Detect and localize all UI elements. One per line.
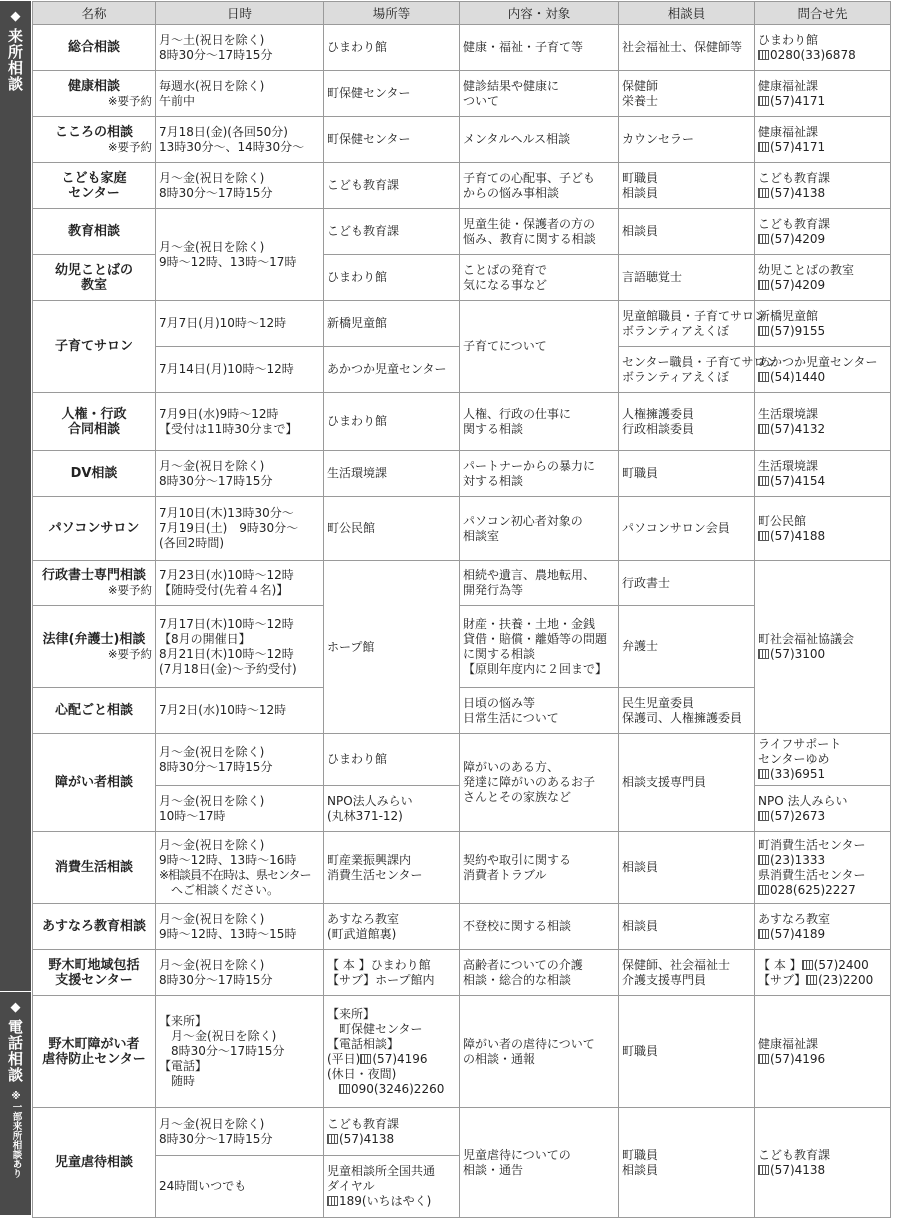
table-row <box>33 904 891 950</box>
phone-icon <box>758 1054 769 1064</box>
row-contact: 生活環境課 (57)4132 <box>755 393 891 451</box>
row-staff: 民生児童委員 保護司、人権擁護委員 <box>619 688 755 734</box>
row-staff: 保健師 栄養士 <box>619 71 755 117</box>
phone-consultation-note: ※一部来所相談あり <box>10 1091 22 1178</box>
row-contact: こども教育課 (57)4138 <box>755 163 891 209</box>
row-contact: ひまわり館 0280(33)6878 <box>755 25 891 71</box>
row-time: 7月10日(木)13時30分～ 7月19日(土) 9時30分～ (各回2時間) <box>156 497 324 561</box>
row-content: パソコン初心者対象の 相談室 <box>460 497 619 561</box>
table-row <box>33 25 891 71</box>
row-time: 24時間いつでも <box>156 1156 324 1218</box>
row-time: 月～金(祝日を除く) 9時～12時、13時～15時 <box>156 904 324 950</box>
visit-consultation-label: 来所相談 <box>6 28 24 92</box>
row-contact: NPO 法人みらい (57)2673 <box>755 786 891 832</box>
phone-icon <box>758 424 769 434</box>
row-place: 児童相談所全国共通 ダイヤル 189(いちはやく) <box>324 1156 460 1218</box>
table-header-row <box>33 2 891 25</box>
row-content: 子育てについて <box>460 301 619 393</box>
row-contact: 町消費生活センター (23)1333 県消費生活センター 028(625)2227 <box>755 832 891 904</box>
visit-consultation-sidebar <box>0 1 31 991</box>
row-content: 障がい者の虐待について の相談・通報 <box>460 996 619 1108</box>
table-row <box>33 497 891 561</box>
row-contact: 健康福祉課 (57)4171 <box>755 117 891 163</box>
row-time: 月～金(祝日を除く) 8時30分～17時15分 <box>156 163 324 209</box>
row-staff: 児童館職員・子育てサロン ボランティアえくぼ <box>619 301 755 347</box>
phone-icon <box>758 885 769 895</box>
row-time: 7月23日(水)10時～12時 【随時受付(先着４名)】 <box>156 561 324 606</box>
row-staff: 人権擁護委員 行政相談委員 <box>619 393 755 451</box>
row-time: 月～土(祝日を除く) 8時30分～17時15分 <box>156 25 324 71</box>
phone-icon <box>758 50 769 60</box>
row-place: 町産業振興課内 消費生活センター <box>324 832 460 904</box>
row-name: あすなろ教育相談 <box>33 904 156 950</box>
row-name: 野木町障がい者 虐待防止センター <box>33 996 156 1108</box>
phone-icon <box>758 649 769 659</box>
row-contact: こども教育課 (57)4138 <box>755 1108 891 1218</box>
table-row <box>33 1108 891 1156</box>
row-content: 財産・扶養・土地・金銭 貸借・賠償・離婚等の問題 に関する相談 【原則年度内に２回まで】 <box>460 606 619 688</box>
row-contact: あかつか児童センター (54)1440 <box>755 347 891 393</box>
row-time: 月～金(祝日を除く) 9時～12時、13時～16時 ※相談員不在時は、県センター へご相談ください。 <box>156 832 324 904</box>
row-place: こども教育課 (57)4138 <box>324 1108 460 1156</box>
row-name: 法律(弁護士)相談 ※要予約 <box>33 606 156 688</box>
row-time: 7月18日(金)(各回50分) 13時30分～、14時30分～ <box>156 117 324 163</box>
row-staff: 町職員 <box>619 996 755 1108</box>
row-content: 児童生徒・保護者の方の 悩み、教育に関する相談 <box>460 209 619 255</box>
row-place: ひまわり館 <box>324 25 460 71</box>
table-row <box>33 950 891 996</box>
row-name: 人権・行政 合同相談 <box>33 393 156 451</box>
row-time: 月～金(祝日を除く) 8時30分～17時15分 <box>156 1108 324 1156</box>
row-staff: 相談支援専門員 <box>619 734 755 832</box>
table-row <box>33 71 891 117</box>
row-place: 町保健センター <box>324 71 460 117</box>
row-name: 障がい者相談 <box>33 734 156 832</box>
row-staff: パソコンサロン会員 <box>619 497 755 561</box>
row-content: 健康・福祉・子育て等 <box>460 25 619 71</box>
row-contact: 生活環境課 (57)4154 <box>755 451 891 497</box>
header-contact: 問合せ先 <box>755 2 891 25</box>
phone-icon <box>758 929 769 939</box>
phone-icon <box>339 1084 350 1094</box>
header-content: 内容・対象 <box>460 2 619 25</box>
row-staff: 町職員 相談員 <box>619 1108 755 1218</box>
table-row <box>33 451 891 497</box>
row-time: 7月14日(月)10時～12時 <box>156 347 324 393</box>
row-time: 7月2日(水)10時～12時 <box>156 688 324 734</box>
table-row <box>33 163 891 209</box>
phone-icon <box>802 960 813 970</box>
row-staff: カウンセラー <box>619 117 755 163</box>
row-time: 7月17日(木)10時～12時 【8月の開催日】 8月21日(木)10時～12時 (7月18日(金)～予約受付) <box>156 606 324 688</box>
phone-icon <box>758 188 769 198</box>
table-row <box>33 393 891 451</box>
row-content: 高齢者についての介護 相談・総合的な相談 <box>460 950 619 996</box>
row-name: 行政書士専門相談 ※要予約 <box>33 561 156 606</box>
row-place: 【来所】 町保健センター 【電話相談】 (平日) (57)4196 (休日・夜間) 090(3246)2260 <box>324 996 460 1108</box>
phone-icon <box>758 234 769 244</box>
row-staff: センター職員・子育てサロン ボランティアえくぼ <box>619 347 755 393</box>
row-staff: 言語聴覚士 <box>619 255 755 301</box>
row-staff: 相談員 <box>619 209 755 255</box>
row-staff: 町職員 相談員 <box>619 163 755 209</box>
row-time: 7月7日(月)10時～12時 <box>156 301 324 347</box>
row-place: こども教育課 <box>324 209 460 255</box>
row-name: こども家庭 センター <box>33 163 156 209</box>
row-time: 月～金(祝日を除く) 9時～12時、13時～17時 <box>156 209 324 301</box>
row-content: 人権、行政の仕事に 関する相談 <box>460 393 619 451</box>
row-content: パートナーからの暴力に 対する相談 <box>460 451 619 497</box>
row-content: 日頃の悩み等 日常生活について <box>460 688 619 734</box>
phone-icon <box>758 769 769 779</box>
row-content: 児童虐待についての 相談・通告 <box>460 1108 619 1218</box>
row-name: 健康相談 ※要予約 <box>33 71 156 117</box>
row-staff: 弁護士 <box>619 606 755 688</box>
row-content: 健診結果や健康に ついて <box>460 71 619 117</box>
row-content: 障がいのある方、 発達に障がいのあるお子 さんとその家族など <box>460 734 619 832</box>
row-time: 月～金(祝日を除く) 8時30分～17時15分 <box>156 734 324 786</box>
row-contact: 【 本 】 (57)2400 【サブ】 (23)2200 <box>755 950 891 996</box>
table-row <box>33 301 891 347</box>
table-row <box>33 734 891 786</box>
phone-consultation-label: 電話相談 <box>6 1019 24 1083</box>
phone-icon <box>327 1196 338 1206</box>
row-time: 月～金(祝日を除く) 10時～17時 <box>156 786 324 832</box>
row-contact: こども教育課 (57)4209 <box>755 209 891 255</box>
phone-icon <box>758 476 769 486</box>
row-place: ホープ館 <box>324 561 460 734</box>
row-name: 消費生活相談 <box>33 832 156 904</box>
row-name: パソコンサロン <box>33 497 156 561</box>
row-place: 新橋児童館 <box>324 301 460 347</box>
row-name: 総合相談 <box>33 25 156 71</box>
phone-icon <box>758 96 769 106</box>
row-contact: 幼児ことばの教室 (57)4209 <box>755 255 891 301</box>
row-staff: 保健師、社会福祉士 介護支援専門員 <box>619 950 755 996</box>
header-staff: 相談員 <box>619 2 755 25</box>
table-row <box>33 209 891 255</box>
row-place: 生活環境課 <box>324 451 460 497</box>
row-contact: 健康福祉課 (57)4196 <box>755 996 891 1108</box>
row-name: 子育てサロン <box>33 301 156 393</box>
row-place: こども教育課 <box>324 163 460 209</box>
row-time: 毎週水(祝日を除く) 午前中 <box>156 71 324 117</box>
phone-icon <box>758 811 769 821</box>
row-name: 心配ごと相談 <box>33 688 156 734</box>
row-name: 児童虐待相談 <box>33 1108 156 1218</box>
phone-icon <box>758 280 769 290</box>
phone-icon <box>758 1165 769 1175</box>
row-place: NPO法人みらい (丸林371-12) <box>324 786 460 832</box>
row-staff: 相談員 <box>619 904 755 950</box>
diamond-icon: ◆ <box>10 9 21 24</box>
row-place: 町保健センター <box>324 117 460 163</box>
row-staff: 行政書士 <box>619 561 755 606</box>
row-name: DV相談 <box>33 451 156 497</box>
row-name: 野木町地域包括 支援センター <box>33 950 156 996</box>
table-row <box>33 561 891 606</box>
phone-icon <box>758 855 769 865</box>
row-content: 相続や遺言、農地転用、 開発行為等 <box>460 561 619 606</box>
row-time: 月～金(祝日を除く) 8時30分～17時15分 <box>156 950 324 996</box>
row-place: ひまわり館 <box>324 393 460 451</box>
row-contact: あすなろ教室 (57)4189 <box>755 904 891 950</box>
row-content: ことばの発育で 気になる事など <box>460 255 619 301</box>
row-place: 【 本 】ひまわり館 【サブ】ホープ館内 <box>324 950 460 996</box>
row-time: 月～金(祝日を除く) 8時30分～17時15分 <box>156 451 324 497</box>
phone-icon <box>806 975 817 985</box>
table-row <box>33 832 891 904</box>
row-content: メンタルヘルス相談 <box>460 117 619 163</box>
row-contact: 新橋児童館 (57)9155 <box>755 301 891 347</box>
row-content: 不登校に関する相談 <box>460 904 619 950</box>
header-name: 名称 <box>33 2 156 25</box>
row-name: 教育相談 <box>33 209 156 255</box>
row-place: ひまわり館 <box>324 255 460 301</box>
phone-icon <box>758 326 769 336</box>
phone-icon <box>758 531 769 541</box>
row-staff: 社会福祉士、保健師等 <box>619 25 755 71</box>
row-contact: 町社会福祉協議会 (57)3100 <box>755 561 891 734</box>
row-place: 町公民館 <box>324 497 460 561</box>
row-place: あかつか児童センター <box>324 347 460 393</box>
row-contact: 健康福祉課 (57)4171 <box>755 71 891 117</box>
row-name: 幼児ことばの 教室 <box>33 255 156 301</box>
consultation-table <box>32 1 891 1218</box>
phone-icon <box>758 372 769 382</box>
phone-consultation-sidebar <box>0 992 31 1215</box>
row-time: 7月9日(水)9時～12時 【受付は11時30分まで】 <box>156 393 324 451</box>
phone-icon <box>758 142 769 152</box>
phone-icon <box>360 1054 371 1064</box>
row-contact: 町公民館 (57)4188 <box>755 497 891 561</box>
table-row <box>33 117 891 163</box>
row-staff: 相談員 <box>619 832 755 904</box>
row-contact: ライフサポート センターゆめ (33)6951 <box>755 734 891 786</box>
phone-icon <box>327 1134 338 1144</box>
table-row <box>33 996 891 1108</box>
row-place: ひまわり館 <box>324 734 460 786</box>
row-content: 子育ての心配事、子ども からの悩み事相談 <box>460 163 619 209</box>
row-place: あすなろ教室 (町武道館裏) <box>324 904 460 950</box>
row-staff: 町職員 <box>619 451 755 497</box>
row-time: 【来所】 月～金(祝日を除く) 8時30分～17時15分 【電話】 随時 <box>156 996 324 1108</box>
row-name: こころの相談 ※要予約 <box>33 117 156 163</box>
header-place: 場所等 <box>324 2 460 25</box>
row-content: 契約や取引に関する 消費者トラブル <box>460 832 619 904</box>
header-time: 日時 <box>156 2 324 25</box>
diamond-icon: ◆ <box>10 1000 21 1015</box>
